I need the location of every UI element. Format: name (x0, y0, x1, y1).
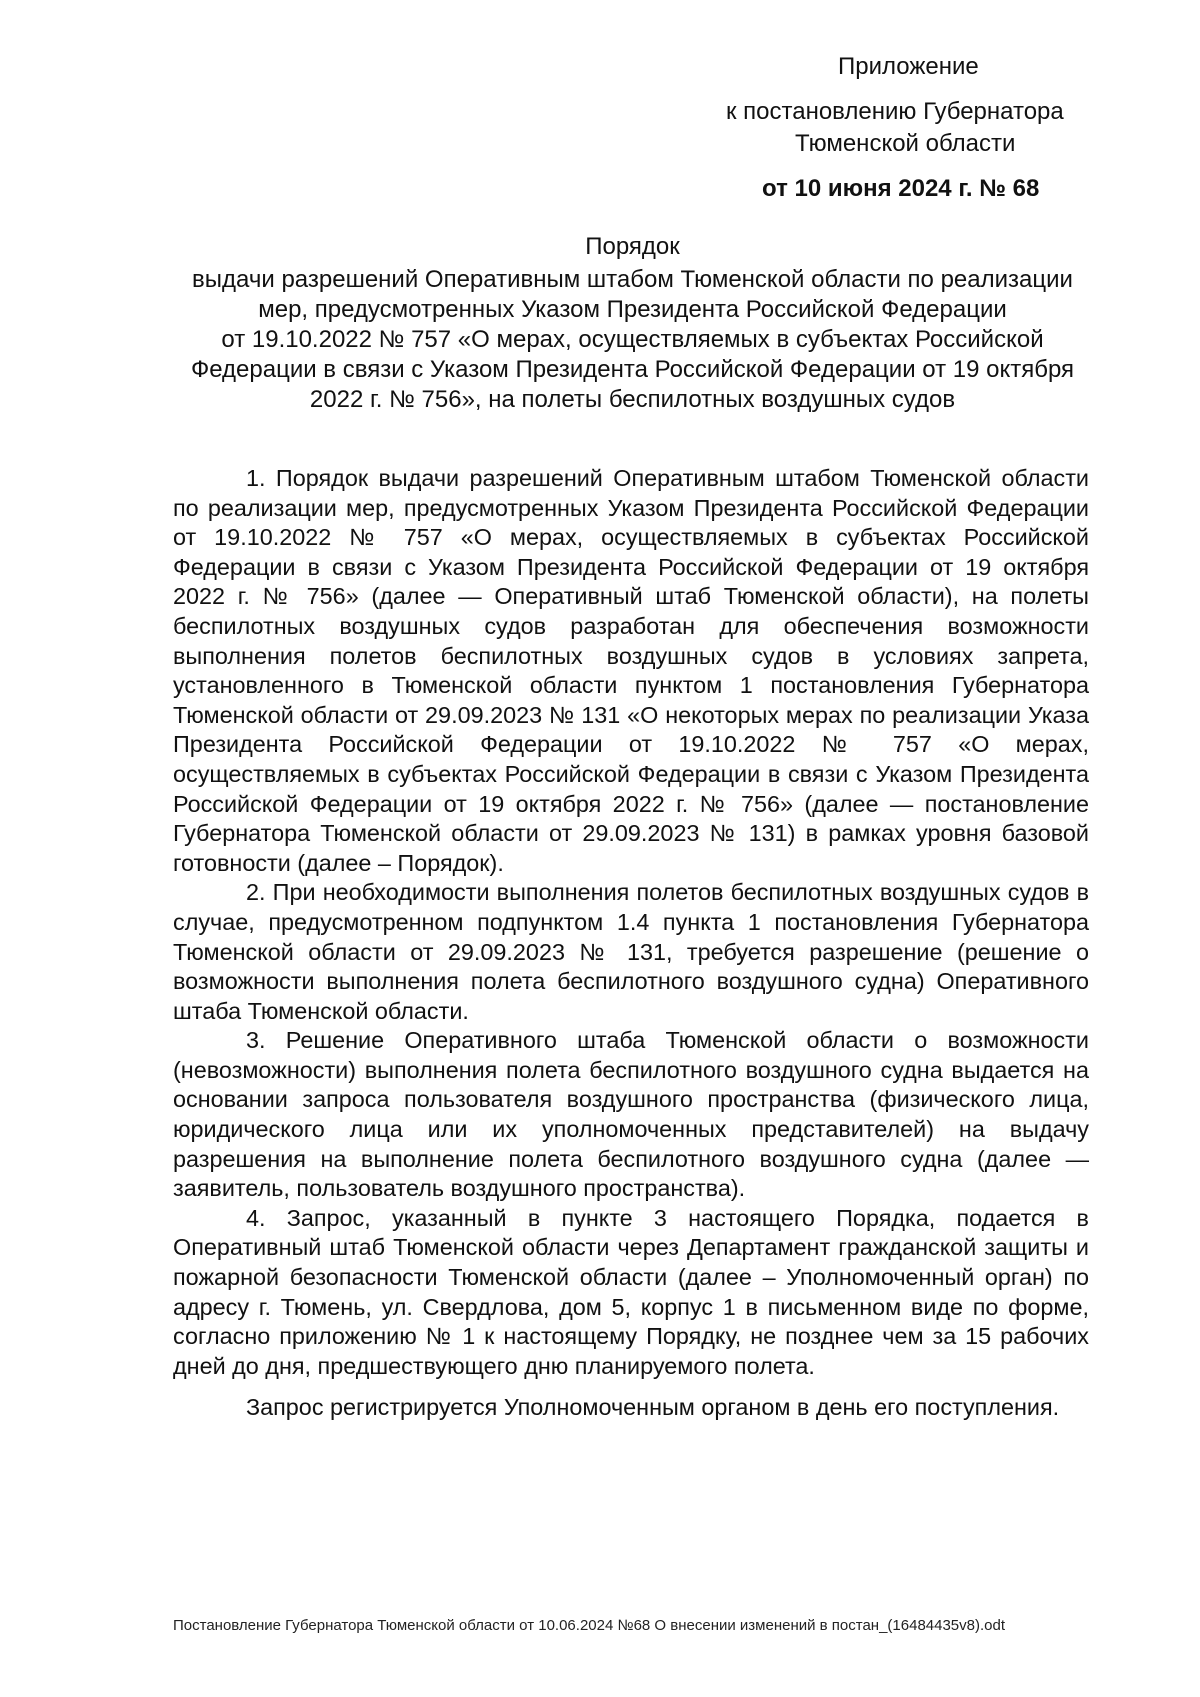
document-title (160, 232, 1105, 415)
title-line: 2022 г. № 756», на полеты беспилотных воздушных судов (309, 386, 956, 413)
title-line: Федерации в связи с Указом Президента Российской Федерации от 19 октября (190, 356, 1075, 383)
title-line: мер, предусмотренных Указом Президента Российской Федерации (258, 296, 1007, 323)
title-heading: Порядок (585, 233, 680, 260)
appendix-region: Тюменской области (795, 130, 1016, 157)
paragraph-1: 1. Порядок выдачи разрешений Оперативным штабом Тюменской области по реализации мер, предусмотренных Указом Президента Российской Федерации от 19.10.2022 № 757 «О мерах, осуществляемых в субъектах Российской Федерации в связи с Указом Президента Российской Федерации от 19 октября 2022 г. № 756» (далее — Оперативный штаб Тюменской области), на полеты беспилотных воздушных судов разработан для обеспечения возможности выполнения полетов беспилотных воздушных судов в условиях запрета, установленного в Тюменской области пунктом 1 постановления Губернатора Тюменской области от 29.09.2023 № 131 «О некоторых мерах по реализации Указа Президента Российской Федерации от 19.10.2022 № 757 «О мерах, осуществляемых в субъектах Российской Федерации в связи с Указом Президента Российской Федерации от 19 октября 2022 г. № 756» (далее — постановление Губернатора Тюменской области от 29.09.2023 № 131) в рамках уровня базовой готовности (далее – Порядок). (173, 465, 1089, 876)
paragraph-3: 3. Решение Оперативного штаба Тюменской области о возможности (невозможности) выполнения полета беспилотного воздушного судна выдается на основании запроса пользователя воздушного пространства (физического лица, юридического лица или их уполномоченных представителей) на выдачу разрешения на выполнение полета беспилотного воздушного судна (далее — заявитель, пользователь воздушного пространства). (173, 1027, 1089, 1202)
paragraph-2: 2. При необходимости выполнения полетов беспилотных воздушных судов в случае, предусмотренном подпунктом 1.4 пункта 1 постановления Губернатора Тюменской области от 29.09.2023 № 131, требуется разрешение (решение о возможности выполнения полета беспилотного воздушного судна) Оперативного штаба Тюменской области. (173, 879, 1089, 1024)
document-body (173, 464, 1089, 1423)
paragraph-registration: Запрос регистрируется Уполномоченным органом в день его поступления. (246, 1394, 1060, 1421)
paragraph-4: 4. Запрос, указанный в пункте 3 настоящего Порядка, подается в Оперативный штаб Тюменской области через Департамент гражданской защиты и пожарной безопасности Тюменской области (далее – Уполномоченный орган) по адресу г. Тюмень, ул. Свердлова, дом 5, корпус 1 в письменном виде по форме, согласно приложению № 1 к настоящему Порядку, не позднее чем за 15 рабочих дней до дня, предшествующего дню планируемого полета. (173, 1204, 1089, 1379)
title-line: выдачи разрешений Оперативным штабом Тюменской области по реализации (192, 266, 1073, 293)
appendix-label: Приложение (838, 53, 979, 80)
appendix-reference: к постановлению Губернатора (726, 98, 1064, 125)
title-line: от 19.10.2022 № 757 «О мерах, осуществляемых в субъектах Российской (221, 326, 1044, 353)
page-footer: Постановление Губернатора Тюменской области от 10.06.2024 №68 О внесении изменений в постан_(16484435v8).odt (173, 1617, 1006, 1634)
appendix-date-number: от 10 июня 2024 г. № 68 (762, 175, 1040, 202)
